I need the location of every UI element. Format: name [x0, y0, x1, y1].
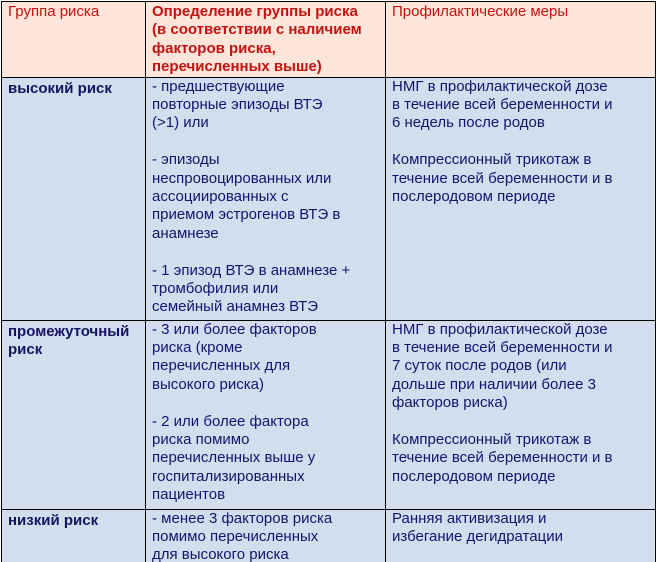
definition-cell — [146, 509, 386, 562]
definition-cell — [146, 77, 386, 320]
measures-line: НМГ в профилактической дозе — [392, 77, 608, 95]
definition-line: семейный анамнез ВТЭ — [152, 298, 319, 316]
measures-line: 6 недель после родов — [392, 114, 545, 132]
definition-line: риска помимо — [152, 431, 250, 449]
table-row-low-risk — [2, 509, 656, 562]
measures-line: 7 суток после родов (или — [392, 357, 567, 375]
measures-line: факторов риска) — [392, 394, 508, 412]
definition-line: - эпизоды — [152, 151, 220, 169]
header-definition-line: (в соответствии с наличием — [152, 21, 362, 39]
definition-line: пациентов — [152, 486, 226, 504]
table-header-row — [2, 2, 656, 78]
risk-table — [1, 1, 656, 562]
table-row-high-risk — [2, 77, 656, 320]
header-risk-group-label: Группа риска — [8, 3, 100, 20]
definition-line: - 2 или более фактора — [152, 412, 309, 430]
definition-line: приемом эстрогенов ВТЭ в — [152, 206, 341, 224]
measures-cell — [386, 77, 656, 320]
measures-line: Ранняя активизация и — [392, 509, 547, 527]
measures-line: Компрессионный трикотаж в — [392, 431, 592, 449]
measures-cell — [386, 320, 656, 509]
header-definition-line: перечисленных выше) — [152, 58, 322, 76]
definition-line: перечисленных выше у — [152, 449, 316, 467]
measures-line: послеродовом периоде — [392, 467, 556, 485]
definition-line: - 3 или более факторов — [152, 320, 317, 338]
definition-line: высокого риска) — [152, 375, 264, 393]
measures-line: послеродовом периоде — [392, 188, 556, 206]
group-cell — [2, 77, 146, 320]
group-label: высокий риск — [8, 79, 112, 97]
measures-line: течение всей беременности и в — [392, 449, 613, 467]
definition-line: тромбофилия или — [152, 280, 279, 298]
measures-line: НМГ в профилактической дозе — [392, 320, 608, 338]
definition-line: анамнезе — [152, 224, 219, 242]
header-definition-line: факторов риска, — [152, 39, 276, 57]
group-label: риск — [8, 341, 43, 359]
measures-line: в течение всей беременности и — [392, 339, 613, 357]
table-row-intermediate-risk — [2, 320, 656, 509]
definition-line: помимо перечисленных — [152, 528, 319, 546]
group-cell — [2, 509, 146, 562]
definition-line: ассоциированных с — [152, 188, 289, 206]
group-label: низкий риск — [8, 511, 99, 529]
definition-line: - менее 3 факторов риска — [152, 509, 333, 527]
group-cell — [2, 320, 146, 509]
definition-line: неспровоцированных или — [152, 169, 332, 187]
definition-cell — [146, 320, 386, 509]
header-definition — [146, 2, 386, 78]
definition-line: госпитализированных — [152, 467, 305, 485]
definition-line: - предшествующие — [152, 77, 285, 95]
definition-line: - 1 эпизод ВТЭ в анамнезе + — [152, 261, 351, 279]
definition-line: риска (кроме — [152, 339, 243, 357]
measures-line: Компрессионный трикотаж в — [392, 151, 592, 169]
measures-line: избегание дегидратации — [392, 528, 563, 546]
measures-line: дольше при наличии более 3 — [392, 375, 596, 393]
group-label: промежуточный — [8, 322, 130, 340]
definition-line: повторные эпизоды ВТЭ — [152, 96, 323, 114]
measures-line: в течение всей беременности и — [392, 96, 613, 114]
definition-line: (>1) или — [152, 114, 209, 132]
measures-line: течение всей беременности и в — [392, 169, 613, 187]
definition-line: для высокого риска — [152, 546, 289, 562]
header-prevention-label: Профилактические меры — [392, 3, 569, 20]
header-definition-line: Определение группы риска — [152, 3, 358, 20]
header-risk-group — [2, 2, 146, 78]
definition-line: перечисленных для — [152, 357, 291, 375]
header-prevention — [386, 2, 656, 78]
measures-cell — [386, 509, 656, 562]
